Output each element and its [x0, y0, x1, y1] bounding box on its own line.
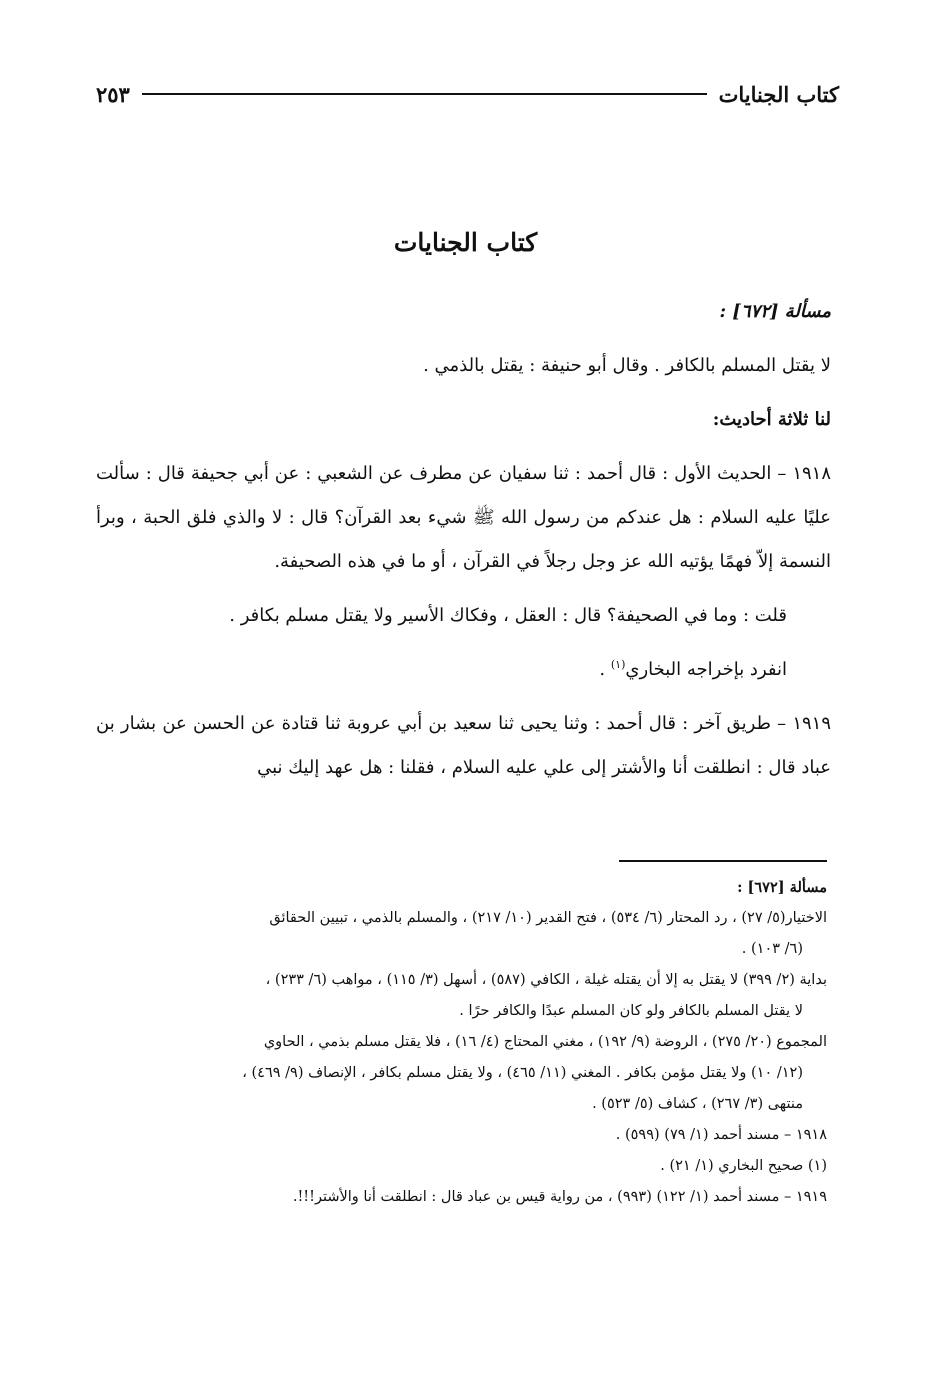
footnote-line: المجموع (٢٠/ ٢٧٥) ، الروضة (٩/ ١٩٢) ، مغني المحتاج (٤/ ١٦) ، فلا يقتل مسلم بذمي ، الحاوي	[263, 1034, 827, 1050]
footnote-ref: (١)	[610, 658, 626, 671]
footnote-rule	[619, 860, 827, 862]
footnote-line: لا يقتل المسلم بالكافر ولو كان المسلم عبدًا والكافر حرًا .	[459, 1003, 803, 1019]
header-rule	[142, 93, 707, 95]
footnote-line: منتهى (٣/ ٢٦٧) ، كشاف (٥/ ٥٢٣) .	[592, 1096, 803, 1112]
hadith-1919: ١٩١٩ – طريق آخر : قال أحمد : وثنا يحيى ثنا سعيد بن أبي عروبة ثنا قتادة عن الحسن عن بشار بن عباد قال : انطلقت أنا والأشتر إلى علي عليه السلام ، فقلنا : هل عهد إليك نبي	[96, 713, 831, 778]
footnote-1919: ١٩١٩ – مسند أحمد (١/ ١٢٢) (٩٩٣) ، من رواية قيس بن عباد قال : انطلقت أنا والأشتر!!!.	[292, 1189, 827, 1205]
qult-paragraph: قلت : وما في الصحيفة؟ قال : العقل ، وفكاك الأسير ولا يقتل مسلم بكافر .	[229, 605, 787, 626]
main-text	[96, 290, 831, 790]
infarada-paragraph	[96, 648, 831, 692]
infarada-text: انفرد بإخراجه البخاري	[625, 659, 787, 680]
footnote-line: (١٢/ ١٠) ولا يقتل مؤمن بكافر . المغني (١١/ ٤٦٥) ، ولا يقتل مسلم بكافر ، الإنصاف (٩/ ٤٦٩) ،	[242, 1065, 803, 1081]
three-hadiths-heading: لنا ثلاثة أحاديث:	[712, 409, 831, 430]
masala-heading: مسألة [٦٧٢] :	[719, 301, 831, 322]
ruling-paragraph: لا يقتل المسلم بالكافر . وقال أبو حنيفة : يقتل بالذمي .	[423, 355, 831, 376]
chapter-title: كتاب الجنايات	[393, 228, 538, 257]
footnotes	[100, 872, 827, 1213]
footnote-line: (٦/ ١٠٣) .	[741, 941, 803, 957]
page-header	[96, 74, 839, 114]
page-number: ٢٥٣	[96, 81, 130, 107]
infarada-end: .	[599, 659, 611, 680]
footnote-line: الاختيار(٥/ ٢٧) ، رد المحتار (٦/ ٥٣٤) ، فتح القدير (١٠/ ٢١٧) ، والمسلم بالذمي ، تبيين الحقائق	[269, 910, 827, 926]
footnote-heading: مسألة [٦٧٢] :	[737, 879, 827, 896]
footnote-line: بداية (٢/ ٣٩٩) لا يقتل به إلا أن يقتله غيلة ، الكافي (٥٨٧) ، أسهل (٣/ ١١٥) ، مواهب (٦/ ٢٣٣) ،	[265, 972, 827, 988]
footnote-bukhari: (١) صحيح البخاري (١/ ٢١) .	[660, 1158, 827, 1174]
running-title: كتاب الجنايات	[718, 81, 839, 107]
hadith-1918: ١٩١٨ – الحديث الأول : قال أحمد : ثنا سفيان عن مطرف عن الشعبي : عن أبي جحيفة قال : سألت عليًا عليه السلام : هل عندكم من رسول الله ﷺ شيء بعد القرآن؟ قال : لا والذي فلق الحبة ، وبرأ النسمة إلاّ فهمًا يؤتيه الله عز وجل رجلاً في القرآن ، أو ما في هذه الصحيفة.	[96, 463, 831, 572]
footnote-1918: ١٩١٨ – مسند أحمد (١/ ٧٩) (٥٩٩) .	[615, 1127, 827, 1143]
